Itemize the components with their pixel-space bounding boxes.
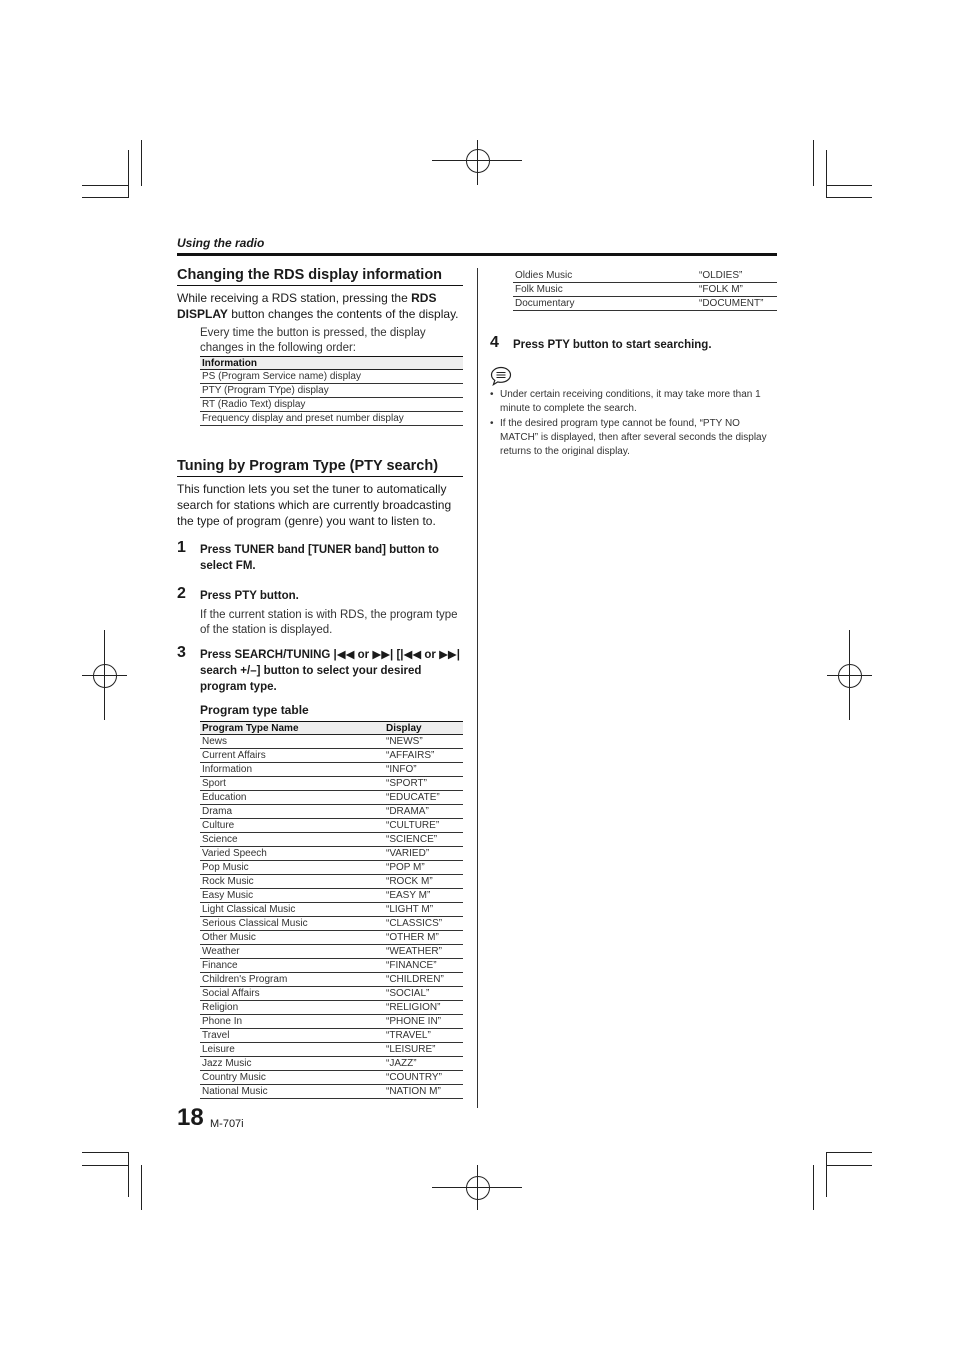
step-3-number: 3 <box>177 644 186 661</box>
program-type-name-cell: Light Classical Music <box>200 903 384 917</box>
program-type-name-cell: Varied Speech <box>200 847 384 861</box>
program-type-table-continued <box>513 269 777 311</box>
table-header-display: Display <box>384 722 463 735</box>
table-header-name: Program Type Name <box>200 722 384 735</box>
program-type-display-cell: “SCIENCE” <box>384 833 463 847</box>
table-row: RT (Radio Text) display <box>200 398 463 412</box>
step-3-text: Press SEARCH/TUNING |◀◀ or ▶▶| [|◀◀ or ▶▶| search +/–] button to select your desired program type. <box>200 649 460 693</box>
table-row <box>200 973 463 987</box>
program-type-display-cell: “POP M” <box>384 861 463 875</box>
rds-info-table <box>200 356 463 426</box>
table-row <box>200 833 463 847</box>
table-row <box>200 917 463 931</box>
program-type-name-cell: Culture <box>200 819 384 833</box>
program-type-display-cell: “TRAVEL” <box>384 1029 463 1043</box>
program-type-display-cell: “LIGHT M” <box>384 903 463 917</box>
program-type-display-cell: “VARIED” <box>384 847 463 861</box>
pty-section-heading: Tuning by Program Type (PTY search) <box>177 458 463 477</box>
header-rule <box>177 253 777 256</box>
program-type-display-cell: “INFO” <box>384 763 463 777</box>
table-row <box>200 735 463 749</box>
program-type-display-cell: “FOLK M” <box>697 283 777 297</box>
list-item: • Under certain receiving conditions, it may take more than 1 minute to complete the search. <box>490 388 780 417</box>
program-type-name-cell: Country Music <box>200 1071 384 1085</box>
table-row <box>200 763 463 777</box>
table-row: Frequency display and preset number display <box>200 412 463 426</box>
program-type-name-cell: Weather <box>200 945 384 959</box>
program-type-display-cell: “EDUCATE” <box>384 791 463 805</box>
table-row: PTY (Program TYpe) display <box>200 384 463 398</box>
table-row <box>200 1029 463 1043</box>
program-type-name-cell: Easy Music <box>200 889 384 903</box>
table-row <box>200 1085 463 1099</box>
program-type-display-cell: “NEWS” <box>384 735 463 749</box>
table-row <box>200 791 463 805</box>
table-row <box>200 959 463 973</box>
program-type-display-cell: “OTHER M” <box>384 931 463 945</box>
program-type-display-cell: “RELIGION” <box>384 1001 463 1015</box>
column-divider <box>477 268 478 1108</box>
program-type-display-cell: “ROCK M” <box>384 875 463 889</box>
rds-table-header: Information <box>200 357 463 370</box>
table-row <box>200 1071 463 1085</box>
table-row <box>200 805 463 819</box>
table-row: PS (Program Service name) display <box>200 370 463 384</box>
running-head: Using the radio <box>177 236 265 250</box>
step-1-number: 1 <box>177 539 186 556</box>
table-row <box>200 875 463 889</box>
program-type-name-cell: National Music <box>200 1085 384 1099</box>
table-row <box>200 903 463 917</box>
table-row <box>200 1043 463 1057</box>
table-row <box>513 297 777 311</box>
program-type-display-cell: “NATION M” <box>384 1085 463 1099</box>
program-type-display-cell: “EASY M” <box>384 889 463 903</box>
program-type-display-cell: “DRAMA” <box>384 805 463 819</box>
list-item: • If the desired program type cannot be found, “PTY NO MATCH” is displayed, then after several seconds the display returns to the original display. <box>490 417 780 460</box>
program-type-display-cell: “LEISURE” <box>384 1043 463 1057</box>
program-type-display-cell: “COUNTRY” <box>384 1071 463 1085</box>
rds-sub-text: Every time the button is pressed, the display changes in the following order: <box>200 327 426 354</box>
table-row <box>513 269 777 283</box>
program-type-display-cell: “WEATHER” <box>384 945 463 959</box>
program-type-name-cell: Leisure <box>200 1043 384 1057</box>
program-type-name-cell: Social Affairs <box>200 987 384 1001</box>
program-type-table <box>200 721 463 1099</box>
note-speech-bubble-icon <box>490 366 512 386</box>
rds-intro: While receiving a RDS station, pressing the RDS DISPLAY button changes the contents of the display. <box>177 291 459 321</box>
table-row <box>200 1015 463 1029</box>
program-type-name-cell: Oldies Music <box>513 269 697 283</box>
program-type-display-cell: “CULTURE” <box>384 819 463 833</box>
program-type-name-cell: Folk Music <box>513 283 697 297</box>
program-type-display-cell: “SPORT” <box>384 777 463 791</box>
program-type-name-cell: Current Affairs <box>200 749 384 763</box>
program-type-name-cell: Children's Program <box>200 973 384 987</box>
program-type-name-cell: News <box>200 735 384 749</box>
program-type-name-cell: Documentary <box>513 297 697 311</box>
program-type-display-cell: “CLASSICS” <box>384 917 463 931</box>
page-number: 18 <box>177 1104 204 1131</box>
table-row <box>200 945 463 959</box>
program-type-name-cell: Finance <box>200 959 384 973</box>
program-type-table-title: Program type table <box>200 703 309 717</box>
table-row <box>200 847 463 861</box>
table-row <box>200 819 463 833</box>
table-row <box>200 987 463 1001</box>
program-type-display-cell: “DOCUMENT” <box>697 297 777 311</box>
step-4-number: 4 <box>490 334 499 351</box>
program-type-name-cell: Sport <box>200 777 384 791</box>
program-type-name-cell: Science <box>200 833 384 847</box>
program-type-name-cell: Education <box>200 791 384 805</box>
program-type-display-cell: “PHONE IN” <box>384 1015 463 1029</box>
program-type-name-cell: Pop Music <box>200 861 384 875</box>
program-type-name-cell: Travel <box>200 1029 384 1043</box>
pty-intro: This function lets you set the tuner to automatically search for stations which are currently broadcasting the type of program (genre) you want to listen to. <box>177 482 452 528</box>
rds-section-heading: Changing the RDS display information <box>177 267 463 286</box>
step-2-sub-text: If the current station is with RDS, the program type of the station is displayed. <box>200 609 458 636</box>
program-type-name-cell: Rock Music <box>200 875 384 889</box>
program-type-display-cell: “OLDIES” <box>697 269 777 283</box>
program-type-display-cell: “JAZZ” <box>384 1057 463 1071</box>
program-type-display-cell: “FINANCE” <box>384 959 463 973</box>
notes-list <box>490 388 780 459</box>
program-type-display-cell: “AFFAIRS” <box>384 749 463 763</box>
program-type-display-cell: “SOCIAL” <box>384 987 463 1001</box>
table-row <box>200 889 463 903</box>
table-row <box>200 931 463 945</box>
table-row <box>513 283 777 297</box>
step-4-text: Press PTY button to start searching. <box>513 339 712 351</box>
step-2-number: 2 <box>177 585 186 602</box>
program-type-display-cell: “CHILDREN” <box>384 973 463 987</box>
program-type-name-cell: Drama <box>200 805 384 819</box>
table-row <box>200 777 463 791</box>
table-row <box>200 749 463 763</box>
program-type-name-cell: Religion <box>200 1001 384 1015</box>
program-type-name-cell: Other Music <box>200 931 384 945</box>
step-1-text: Press TUNER band [TUNER band] button to select FM. <box>200 544 439 572</box>
program-type-name-cell: Information <box>200 763 384 777</box>
table-row <box>200 1001 463 1015</box>
model-number: M-707i <box>210 1118 244 1130</box>
program-type-name-cell: Jazz Music <box>200 1057 384 1071</box>
program-type-name-cell: Phone In <box>200 1015 384 1029</box>
step-2-text: Press PTY button. <box>200 590 299 602</box>
table-row <box>200 861 463 875</box>
table-row <box>200 1057 463 1071</box>
program-type-name-cell: Serious Classical Music <box>200 917 384 931</box>
